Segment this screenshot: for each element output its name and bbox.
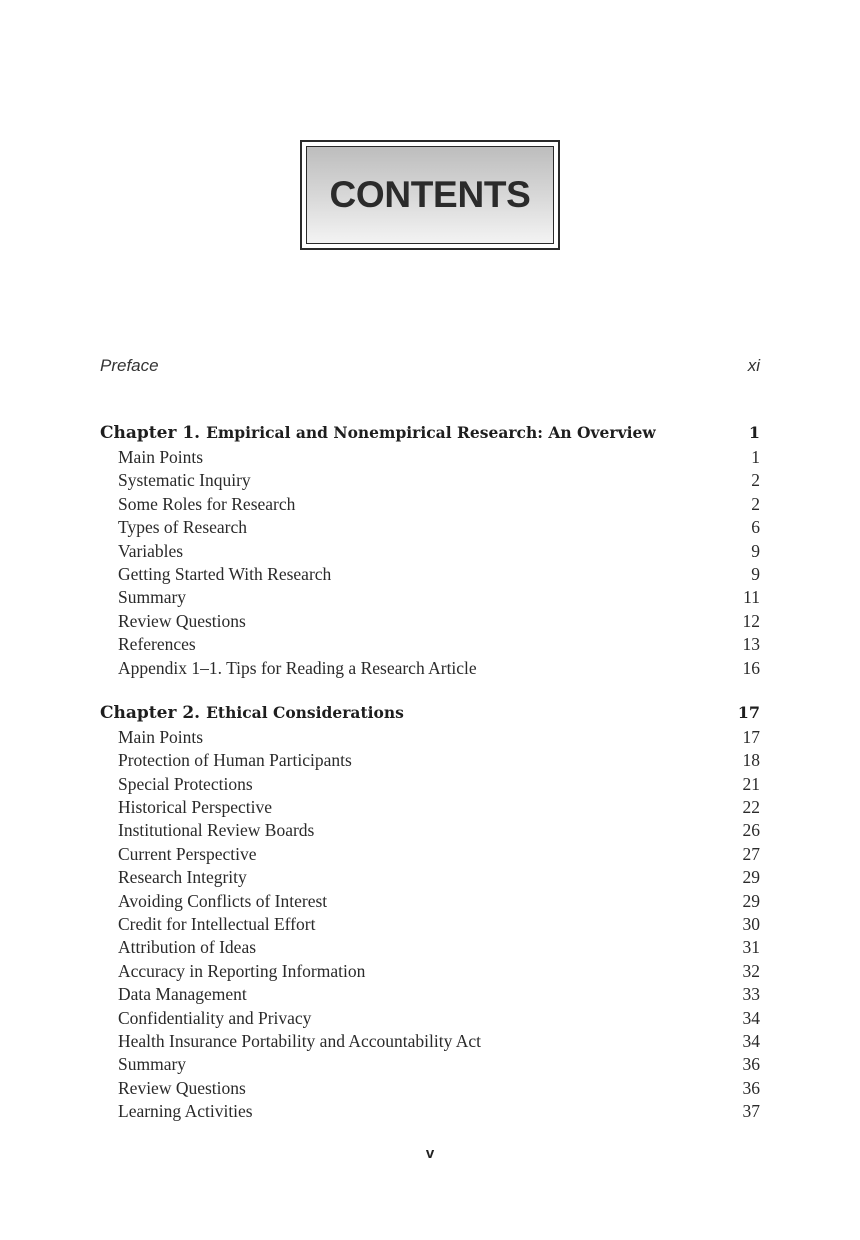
chapter-2-heading-text [100,703,404,723]
toc-entry-title: Research Integrity [118,867,247,888]
chapter-2 [100,703,760,1125]
toc-entry [100,820,760,843]
toc-entry [100,774,760,797]
toc-entry [100,867,760,890]
toc-entry-title: Getting Started With Research [118,563,332,584]
toc-entry-page: 37 [742,1101,760,1122]
toc-entry-title: Some Roles for Research [118,493,296,514]
toc-entry-page: 36 [742,1077,760,1098]
toc-entry-page: 21 [742,773,760,794]
toc-entry [100,750,760,773]
toc-entry [100,447,760,470]
toc-entry-title: Data Management [118,984,247,1005]
toc-entry-page: 33 [742,984,760,1005]
toc-entry [100,1101,760,1124]
toc-entry-page: 6 [751,517,760,538]
toc-entry [100,470,760,493]
toc-entry-title: Review Questions [118,610,246,631]
toc-entry [100,937,760,960]
toc-entry-page: 26 [742,820,760,841]
toc-entry-page: 11 [743,587,760,608]
toc-entry-title: Health Insurance Portability and Accountability Act [118,1030,482,1051]
toc-entry-title: Summary [118,1054,187,1075]
toc-entry-page: 34 [742,1007,760,1028]
page-title: CONTENTS [329,174,531,215]
toc-entry-page: 29 [742,867,760,888]
toc-entry-page: 13 [742,634,760,655]
chapter-1 [100,423,760,681]
preface-label: Preface [100,356,159,375]
toc-entry-title: Systematic Inquiry [118,470,251,491]
toc-entry-title: Review Questions [118,1077,246,1098]
toc-entry-page: 2 [751,470,760,491]
toc-entry [100,727,760,750]
chapter-1-heading-text [100,423,656,443]
toc-entry [100,844,760,867]
toc-entry-title: Protection of Human Participants [118,750,352,771]
toc-entry-page: 29 [742,890,760,911]
toc-entry-page: 27 [742,843,760,864]
toc-entry [100,611,760,634]
chapter-2-page: 17 [737,702,760,722]
toc-entry [100,914,760,937]
toc-entry-title: Summary [118,587,187,608]
contents-title-box [300,140,560,250]
toc-entry [100,541,760,564]
toc-entry-title: Types of Research [118,517,248,538]
toc-entry [100,658,760,681]
toc-entry-page: 30 [742,914,760,935]
toc-entry-title: References [118,634,196,655]
toc-entry-title: Special Protections [118,773,253,794]
toc-entry [100,564,760,587]
toc-entry-title: Avoiding Conflicts of Interest [118,890,328,911]
toc-entry-page: 32 [742,960,760,981]
chapter-1-title: Empirical and Nonempirical Research: An Overview [206,423,656,442]
toc-entry-page: 31 [742,937,760,958]
toc-entry-page: 34 [742,1030,760,1051]
chapter-2-label: Chapter 2. [100,702,201,723]
chapter-2-heading [100,703,760,727]
toc-entry-page: 1 [751,447,760,467]
toc-entry [100,1008,760,1031]
contents-title-panel [306,146,554,244]
toc-entry [100,634,760,657]
toc-entry-page: 9 [751,540,760,561]
toc-entry-page: 22 [742,797,760,818]
toc-entry [100,587,760,610]
toc-entry-page: 36 [742,1054,760,1075]
toc-entry-preface [100,356,760,380]
toc-entry-title: Main Points [118,726,204,747]
toc-entry [100,984,760,1007]
toc-entry-page: 12 [742,610,760,631]
toc-entry-page: 16 [742,657,760,678]
toc-entry-title: Historical Perspective [118,797,273,818]
toc-entry [100,1054,760,1077]
toc-entry [100,891,760,914]
toc-entry-title: Current Perspective [118,843,257,864]
page-number: v [425,1145,435,1162]
toc-entry-page: 18 [742,750,760,771]
toc-entry [100,797,760,820]
preface-page: xi [747,356,760,375]
table-of-contents [100,423,760,1125]
chapter-1-label: Chapter 1. [100,423,201,443]
toc-entry-title: Main Points [118,447,204,467]
chapter-1-page: 1 [748,423,760,442]
toc-entry-title: Attribution of Ideas [118,937,257,958]
toc-entry-page: 2 [751,493,760,514]
toc-entry [100,494,760,517]
toc-entry-title: Appendix 1–1. Tips for Reading a Research Article [118,657,477,678]
toc-entry-title: Accuracy in Reporting Information [118,960,366,981]
toc-entry-title: Variables [118,540,184,561]
toc-entry [100,517,760,540]
chapter-1-heading [100,423,760,447]
toc-entry-title: Credit for Intellectual Effort [118,914,316,935]
toc-entry-title: Learning Activities [118,1101,253,1122]
toc-entry-title: Confidentiality and Privacy [118,1007,312,1028]
toc-entry-page: 9 [751,563,760,584]
toc-entry-title: Institutional Review Boards [118,820,315,841]
toc-entry-page: 17 [742,726,760,747]
toc-entry [100,1031,760,1054]
toc-entry [100,1078,760,1101]
chapter-2-title: Ethical Considerations [206,702,404,722]
toc-entry [100,961,760,984]
